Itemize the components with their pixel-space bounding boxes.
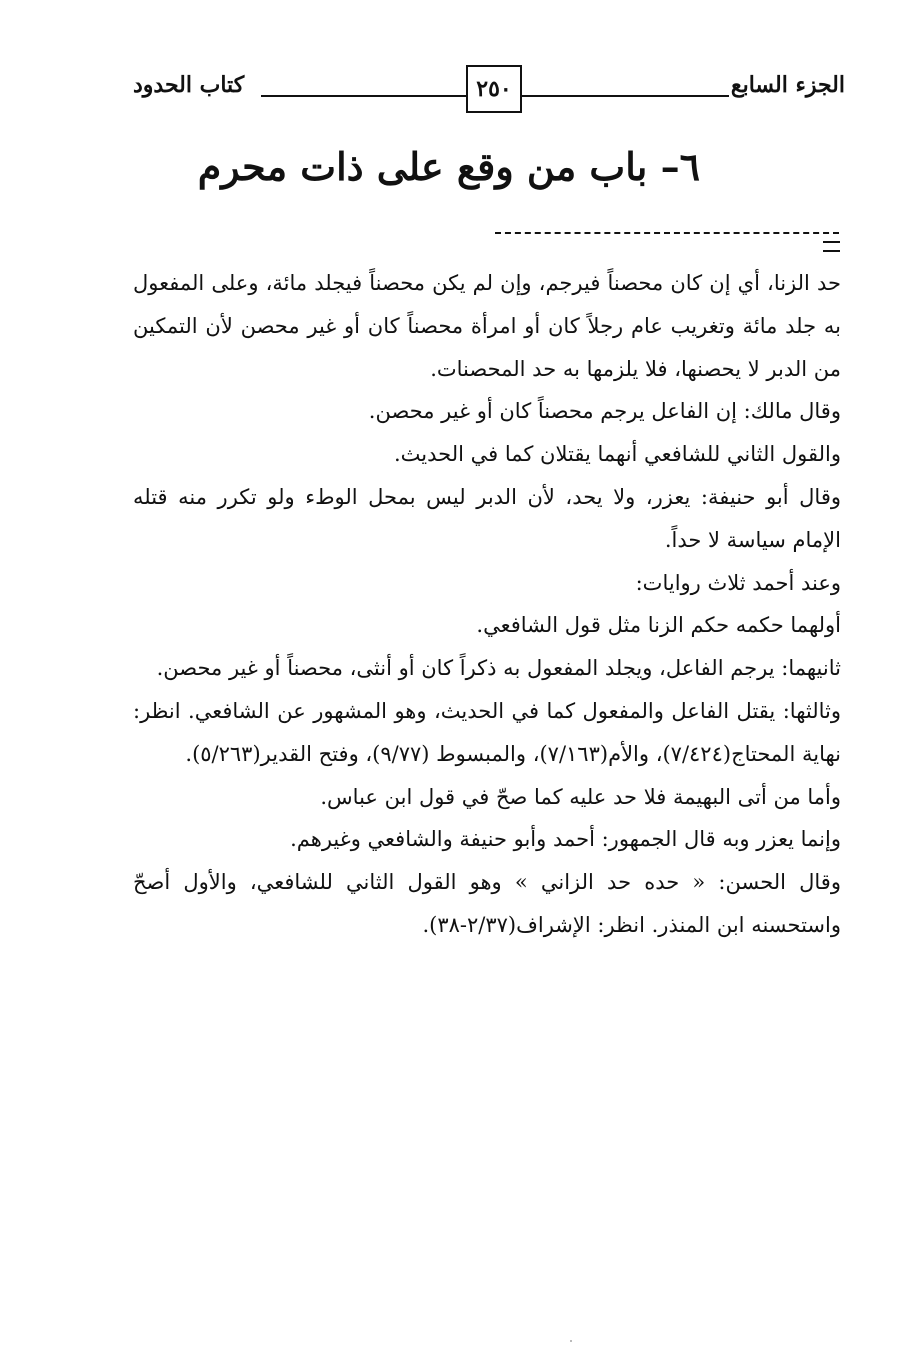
- header-rule-left: [261, 95, 467, 97]
- title-separator: [495, 232, 839, 234]
- paragraph: وإنما يعزر وبه قال الجمهور: أحمد وأبو حنيفة والشافعي وغيرهم.: [290, 827, 841, 852]
- scan-speck: [570, 1340, 572, 1342]
- paragraph: وأما من أتى البهيمة فلا حد عليه كما صحّ في قول ابن عباس.: [320, 784, 841, 809]
- running-header: [133, 62, 845, 118]
- paragraph: وقال أبو حنيفة: يعزر، ولا يحد، لأن الدبر ليس بمحل الوطء ولو تكرر منه قتله الإمام سياسة لا حداً.: [133, 484, 841, 552]
- paragraph: والقول الثاني للشافعي أنهما يقتلان كما في الحديث.: [394, 442, 841, 467]
- paragraph: ثانيهما: يرجم الفاعل، ويجلد المفعول به ذكراً كان أو أنثى، محصناً أو غير محصن.: [156, 656, 841, 681]
- chapter-title: ٦– باب من وقع على ذات محرم: [197, 144, 700, 189]
- body-text: [133, 262, 841, 947]
- volume-label: الجزء السابع: [730, 72, 845, 98]
- paragraph: حد الزنا، أي إن كان محصناً فيرجم، وإن لم يكن محصناً فيجلد مائة، وعلى المفعول به جلد مائة وتغريب عام رجلاً كان أو امرأة محصناً كان أو غير محصن لأن التمكين من الدبر لا يحصنها، فلا يلزمها به حد المحصنات.: [133, 271, 841, 381]
- paragraph: وقال الحسن: « حده حد الزاني » وهو القول الثاني للشافعي، والأول أصحّ واستحسنه ابن المنذر. انظر: الإشراف(٢/٣٧-٣٨).: [133, 870, 841, 937]
- separator-end-mark: [823, 241, 840, 252]
- page-number: ٢٥٠: [466, 65, 522, 113]
- paragraph: وثالثها: يقتل الفاعل والمفعول كما في الحديث، وهو المشهور عن الشافعي. انظر: نهاية المحتاج(٧/٤٢٤)، والأم(٧/١٦٣)، والمبسوط (٩/٧٧)، وفتح القدير(٥/٢٦٣).: [133, 698, 841, 766]
- paragraph: وقال مالك: إن الفاعل يرجم محصناً كان أو غير محصن.: [368, 399, 841, 424]
- paragraph: أولهما حكمه حكم الزنا مثل قول الشافعي.: [476, 613, 841, 638]
- paragraph: وعند أحمد ثلاث روايات:: [635, 570, 841, 595]
- book-label: كتاب الحدود: [133, 72, 245, 98]
- header-rule-right: [521, 95, 729, 97]
